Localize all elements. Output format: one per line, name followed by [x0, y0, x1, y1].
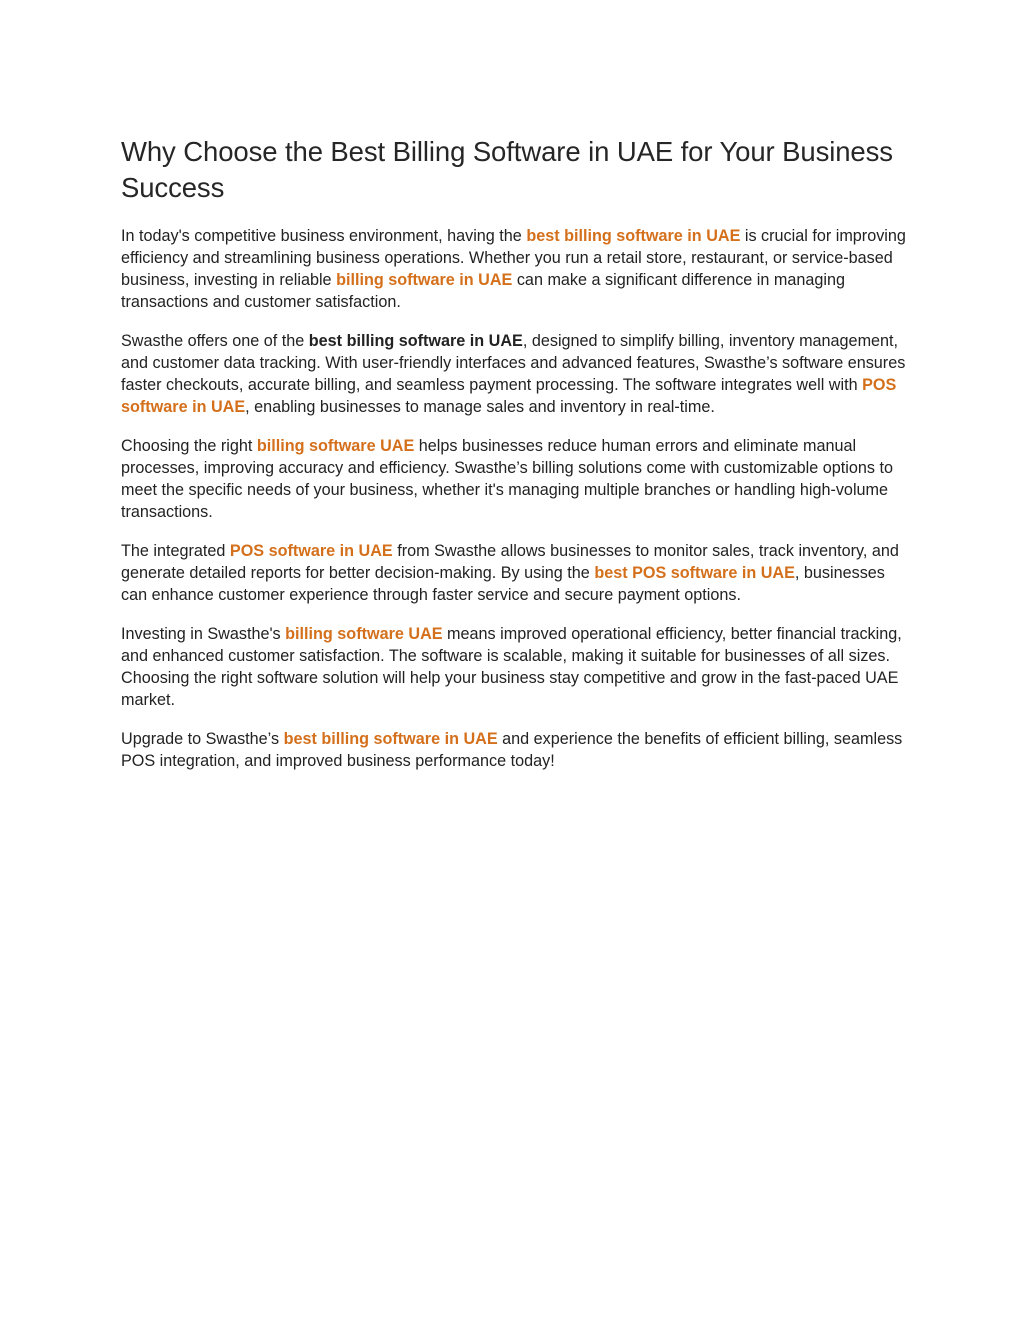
paragraph-upgrade	[121, 728, 911, 772]
link-best-pos-software-in-uae[interactable]: best POS software in UAE	[594, 564, 795, 582]
link-billing-software-in-uae[interactable]: billing software in UAE	[336, 271, 513, 289]
paragraph-text: In today's competitive business environment, having the	[121, 227, 527, 245]
link-best-billing-software-in-uae[interactable]: best billing software in UAE	[283, 730, 498, 748]
bold-text: best billing software in UAE	[308, 332, 523, 350]
paragraph-text: is crucial for improving efficiency and streamlining business operations. Whether you run a retail store, restaurant, or service-based business, investing in reliable	[121, 227, 906, 289]
paragraph-text: helps businesses reduce human errors and eliminate manual processes, improving accuracy and efficiency. Swasthe’s billing solutions come with customizable options to meet the specific needs of your business, whether it's managing multiple branches or handling high-volume transactions.	[121, 437, 893, 521]
paragraph-text: , designed to simplify billing, inventory management, and customer data tracking. With user-friendly interfaces and advanced features, Swasthe’s software ensures faster checkouts, accurate billing, and seamless payment processing. The software integrates well with	[121, 332, 906, 394]
paragraph-text: can make a significant difference in managing transactions and customer satisfaction.	[121, 271, 845, 311]
paragraph-text: The integrated	[121, 542, 230, 560]
link-best-billing-software-in-uae[interactable]: best billing software in UAE	[526, 227, 741, 245]
paragraph-text: means improved operational efficiency, better financial tracking, and enhanced customer satisfaction. The software is scalable, making it suitable for businesses of all sizes. Choosing the right software solution will help your business stay competitive and grow in the fast-paced UAE market.	[121, 625, 902, 709]
link-pos-software-in-uae[interactable]: POS software in UAE	[121, 376, 897, 416]
paragraph-investing	[121, 623, 911, 711]
document-body	[121, 134, 911, 789]
paragraph-text: Upgrade to Swasthe’s	[121, 730, 284, 748]
document-title: Why Choose the Best Billing Software in UAE for Your Business Success	[121, 136, 893, 203]
paragraph-text: from Swasthe allows businesses to monitor sales, track inventory, and generate detailed reports for better decision-making. By using the	[121, 542, 899, 582]
paragraph-text: , enabling businesses to manage sales and inventory in real-time.	[245, 398, 715, 416]
paragraph-swasthe-offers	[121, 330, 911, 418]
link-billing-software-uae[interactable]: billing software UAE	[285, 625, 443, 643]
paragraph-text: and experience the benefits of efficient billing, seamless POS integration, and improved business performance today!	[121, 730, 903, 770]
paragraph-text: , businesses can enhance customer experience through faster service and secure payment options.	[121, 564, 885, 604]
paragraph-choosing	[121, 435, 911, 523]
paragraph-text: Swasthe offers one of the	[121, 332, 309, 350]
paragraph-text: Choosing the right	[121, 437, 257, 455]
link-pos-software-in-uae[interactable]: POS software in UAE	[229, 542, 393, 560]
paragraph-integrated-pos	[121, 540, 911, 606]
paragraph-text: Investing in Swasthe's	[121, 625, 286, 643]
link-billing-software-uae[interactable]: billing software UAE	[256, 437, 415, 455]
paragraph-intro	[121, 225, 911, 313]
